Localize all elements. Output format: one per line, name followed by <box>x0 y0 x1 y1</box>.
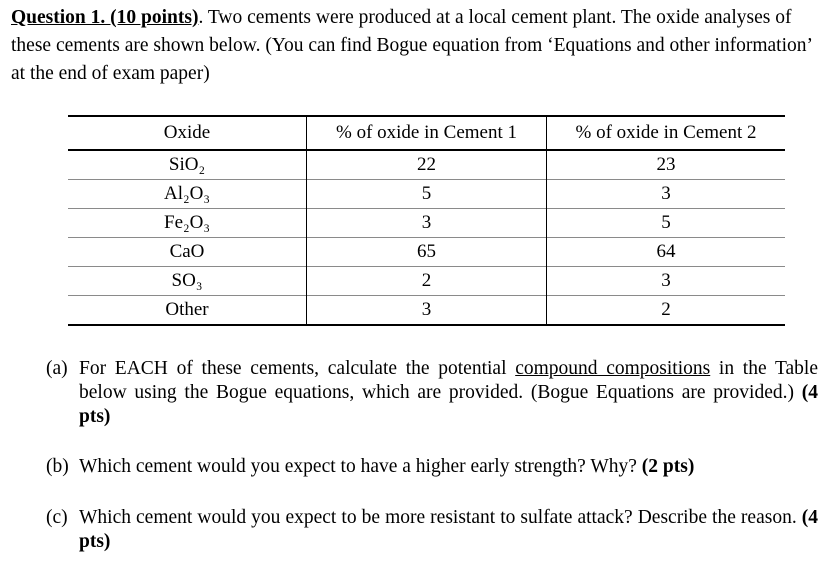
part-a-underlined: compound compositions <box>515 358 711 379</box>
part-a-points: (4 pts) <box>79 382 818 427</box>
table-row <box>68 209 785 238</box>
header-cement-2: % of oxide in Cement 2 <box>547 116 786 150</box>
part-c <box>46 506 818 554</box>
oxide-analysis-table <box>68 115 785 326</box>
cement-2-cell: 23 <box>547 150 786 180</box>
oxide-cell: SiO₂ <box>168 154 206 175</box>
cement-2-cell: 64 <box>547 238 786 267</box>
cement-1-cell: 65 <box>307 238 547 267</box>
part-c-question: Which cement would you expect to be more resistant to sulfate attack? Describe the reason. <box>79 507 802 528</box>
table-header-row <box>68 116 785 150</box>
table-row <box>68 150 785 180</box>
question-heading-tail: . <box>198 7 204 28</box>
cement-1-cell: 3 <box>307 296 547 326</box>
header-cement-1: % of oxide in Cement 1 <box>307 116 547 150</box>
cement-1-cell: 22 <box>307 150 547 180</box>
cement-1-cell: 3 <box>307 209 547 238</box>
part-a-text <box>79 357 818 429</box>
header-oxide: Oxide <box>68 116 307 150</box>
table-row <box>68 267 785 296</box>
part-a <box>46 357 818 429</box>
oxide-cell: SO₃ <box>68 267 307 296</box>
part-c-text <box>79 506 818 554</box>
cement-2-cell: 3 <box>547 180 786 209</box>
part-b-points: (2 pts) <box>641 456 695 477</box>
cement-1-cell: 2 <box>307 267 547 296</box>
cement-2-cell: 3 <box>547 267 786 296</box>
part-a-text-before: For EACH of these cements, calculate the potential <box>79 358 516 379</box>
question-heading: Question 1. (10 points) <box>11 7 199 28</box>
part-b <box>46 455 818 479</box>
table-row <box>68 180 785 209</box>
cement-2-cell: 2 <box>547 296 786 326</box>
part-a-text-after: in the Table below using the Bogue equations, which are provided. (Bogue Equations are provided.) <box>79 358 819 403</box>
cement-1-cell: 5 <box>307 180 547 209</box>
oxide-cell: CaO <box>68 238 307 267</box>
oxide-cell: Al₂O₃ <box>68 180 307 209</box>
question-intro-text: Two cements were produced at a local cement plant. The oxide analyses of these cements are shown below. (You can find Bogue equation from ‘Equations and other information’ at the end of exam paper) <box>11 7 812 84</box>
oxide-cell: Fe₂O₃ <box>68 209 307 238</box>
part-b-question: Which cement would you expect to have a higher early strength? Why? <box>79 456 642 477</box>
part-a-label: (a) <box>46 358 68 379</box>
part-b-text <box>79 455 818 479</box>
table-row <box>68 296 785 326</box>
cement-2-cell: 5 <box>547 209 786 238</box>
oxide-cell: Other <box>68 296 307 326</box>
table-row <box>68 238 785 267</box>
part-c-label: (c) <box>46 507 68 528</box>
question-intro <box>11 4 826 88</box>
part-c-points: (4 pts) <box>79 507 818 552</box>
part-b-label: (b) <box>46 456 69 477</box>
